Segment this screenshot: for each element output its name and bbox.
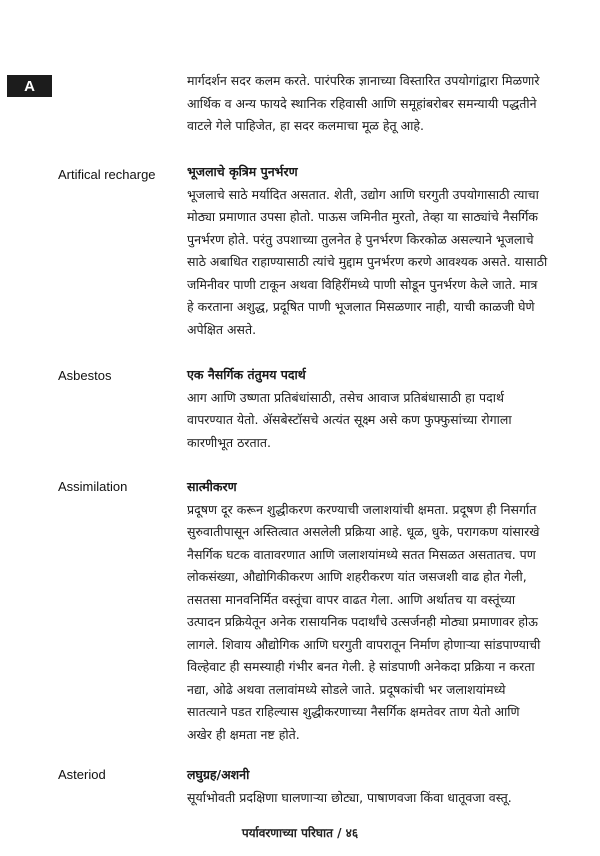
entry-line: लागले. शिवाय औद्योगिक आणि घरगुती वापरातून निर्माण होणाऱ्या सांडपाण्याची	[187, 636, 541, 652]
entry-line: नद्या, ओढे अथवा तलावांमध्ये सोडले जाते. प्रदूषकांची भर जलाशयांमध्ये	[187, 681, 506, 697]
entry-line: उत्पादन प्रक्रियेतून अनेक रासायनिक पदार्थांचे उत्सर्जनही मोठ्या प्रमाणावर होऊ	[187, 614, 538, 629]
entry-artificial-recharge	[187, 161, 592, 341]
entry-asteroid	[187, 764, 592, 809]
entry-line: तसतसा मानवनिर्मित वस्तूंचा वापर वाढत गेला. आणि अर्थातच या वस्तूंच्या	[187, 591, 516, 607]
entry-line: हे करताना अशुद्ध, प्रदूषित पाणी भूजलात मिसळणार नाही, याची काळजी घेणे	[187, 299, 535, 314]
entry-line: विल्हेवाट ही समस्याही गंभीर बनत गेली. हे सांडपाणी अनेकदा प्रक्रिया न करता	[187, 659, 535, 674]
entry-line: सूर्याभोवती प्रदक्षिणा घालणाऱ्या छोट्या, पाषाणवजा किंवा धातूवजा वस्तू.	[187, 789, 512, 805]
term-assimilation: Assimilation	[58, 479, 128, 494]
entry-line: जमिनीवर पाणी टाकून अथवा विहिरींमध्ये पाणी सोडून पुनर्भरण केले जाते. मात्र	[187, 276, 538, 292]
entry-line: सातत्याने पडत राहिल्यास शुद्धीकरणाच्या नैसर्गिक क्षमतेवर ताण येतो आणि	[187, 704, 520, 719]
entry-line: कारणीभूत ठरतात.	[187, 434, 271, 450]
entry-line: वापरण्यात येतो. ॲसबेस्टॉसचे अत्यंत सूक्ष्म असे कण फुफ्फुसांच्या रोगाला	[187, 412, 512, 427]
entry-asbestos	[187, 364, 592, 454]
entry-line: मोठ्या प्रमाणात उपसा होतो. पाऊस जमिनीत मुरतो, तेव्हा या साठ्यांचे नैसर्गिक	[187, 209, 539, 224]
term-asteroid: Asteriod	[58, 767, 106, 782]
entry-line: अखेर ही क्षमता नष्ट होते.	[187, 726, 300, 742]
entry-line: साठे अबाधित राहाण्यासाठी त्यांचे मुद्दाम पुनर्भरण करणे आवश्यक असते. यासाठी	[187, 254, 548, 269]
intro-paragraph	[187, 70, 592, 138]
entry-heading: एक नैसर्गिक तंतुमय पदार्थ	[187, 367, 306, 382]
intro-line: आर्थिक व अन्य फायदे स्थानिक रहिवासी आणि समूहांबरोबर समन्यायी पद्धतीने	[187, 95, 537, 111]
term-artificial-recharge: Artifical recharge	[58, 167, 156, 182]
entry-assimilation	[187, 476, 592, 746]
entry-line: पुनर्भरण होते. परंतु उपशाच्या तुलनेत हे पुनर्भरण किरकोळ असल्याने भूजलाचे	[187, 231, 534, 247]
intro-line: मार्गदर्शन सदर कलम करते. पारंपरिक ज्ञानाच्या विस्तारित उपयोगांद्वारा मिळणारे	[187, 73, 540, 88]
entry-line: प्रदूषण दूर करून शुद्धीकरण करण्याची जलाशयांची क्षमता. प्रदूषण ही निसर्गात	[187, 501, 537, 517]
entry-heading: लघुग्रह/अशनी	[187, 767, 250, 782]
page-footer: पर्यावरणाच्या परिघात / ४६	[241, 826, 359, 840]
intro-line: वाटले गेले पाहिजेत, हा सदर कलमाचा मूळ हेतू आहे.	[187, 118, 425, 133]
section-letter-tab: A	[7, 75, 52, 97]
entry-heading: भूजलाचे कृत्रिम पुनर्भरण	[187, 164, 298, 179]
entry-line: लोकसंख्या, औद्योगिकीकरण आणि शहरीकरण यांत जसजशी वाढ होत गेली,	[187, 569, 527, 584]
entry-heading: सात्मीकरण	[187, 479, 237, 494]
entry-line: आग आणि उष्णता प्रतिबंधांसाठी, तसेच आवाज प्रतिबंधासाठी हा पदार्थ	[187, 389, 504, 405]
entry-line: भूजलाचे साठे मर्यादित असतात. शेती, उद्योग आणि घरगुती उपयोगासाठी त्याचा	[187, 186, 539, 202]
entry-line: सुरुवातीपासून अस्तित्वात असलेली प्रक्रिया आहे. धूळ, धुके, परागकण यांसारखे	[187, 524, 540, 539]
term-asbestos: Asbestos	[58, 368, 112, 383]
entry-line: अपेक्षित असते.	[187, 321, 257, 337]
entry-line: नैसर्गिक घटक वातावरणात आणि जलाशयांमध्ये सतत मिसळत असतातच. पण	[187, 546, 536, 562]
